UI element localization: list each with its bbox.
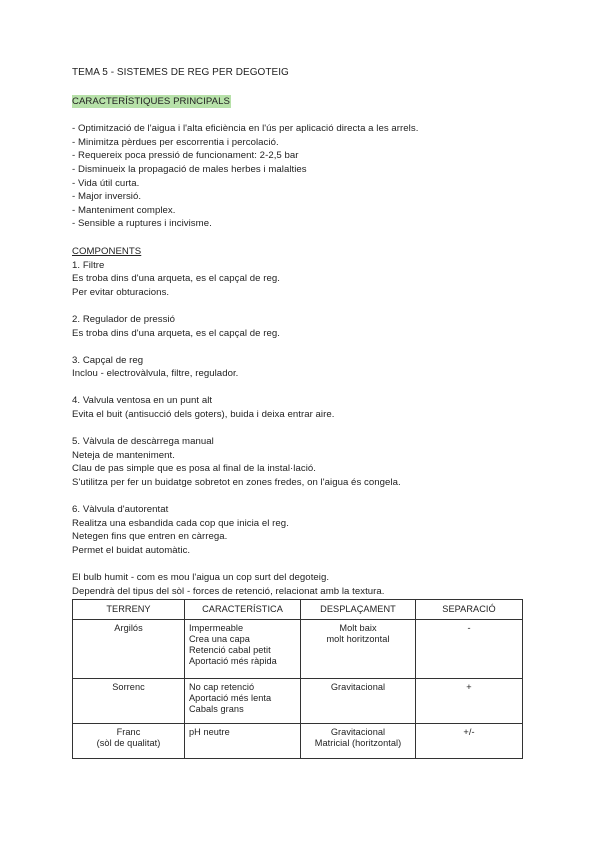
list-item: - Disminueix la propagació de males herbes i malalties [72, 163, 307, 175]
document-page [72, 66, 532, 759]
cell-line: molt horitzontal [326, 634, 390, 645]
cell-separacio: - [416, 620, 523, 679]
bulb-line: El bulb humit - com es mou l'aigua un cop surt del degoteig. [72, 572, 330, 584]
list-item: - Major inversió. [72, 191, 142, 203]
list-item: - Optimització de l'aigua i l'alta eficiència en l'ús per aplicació directa a les arrels. [72, 123, 419, 135]
component-autorentat [72, 503, 532, 557]
cell-line: Crea una capa [189, 634, 250, 645]
component-descarrega [72, 435, 532, 489]
table-header-row [73, 600, 523, 620]
cell-line: Aportació més lenta [189, 693, 272, 704]
cell-line: Cabals grans [189, 704, 244, 715]
cell-separacio: + [416, 679, 523, 724]
component-name: 5. Vàlvula de descàrrega manual [72, 436, 214, 448]
component-name: 4. Valvula ventosa en un punt alt [72, 395, 213, 407]
table-row [73, 679, 523, 724]
cell-line: Gravitacional [330, 727, 386, 738]
characteristics-heading [72, 95, 532, 109]
cell-caracteristica [185, 620, 301, 679]
component-line: Es troba dins d'una arqueta, es el capçal de reg. [72, 273, 281, 285]
component-capcal [72, 354, 532, 381]
cell-line: No cap retenció [189, 682, 255, 693]
cell-line: Argilós [114, 623, 143, 634]
component-filtre [72, 259, 532, 300]
cell-line: Molt baix [339, 623, 377, 634]
cell-desplacament [301, 620, 416, 679]
cell-line: Matricial (horitzontal) [314, 738, 402, 749]
component-line: Per evitar obturacions. [72, 286, 170, 298]
cell-desplacament [301, 679, 416, 724]
list-item: - Minimitza pèrdues per escorrentia i percolació. [72, 136, 279, 148]
component-line: Permet el buidat automàtic. [72, 545, 191, 556]
bulb-paragraph [72, 571, 532, 598]
soil-table [72, 599, 523, 759]
cell-separacio: +/- [416, 724, 523, 759]
component-regulador [72, 313, 532, 340]
component-line: S'utilitza per fer un buidatge sobretot en zones fredes, on l'aigua és congela. [72, 477, 401, 489]
header-terreny: TERRENY [73, 600, 185, 620]
component-name: 6. Vàlvula d'autorentat [72, 504, 169, 516]
cell-terreny [73, 620, 185, 679]
cell-caracteristica [185, 679, 301, 724]
list-item: - Manteniment complex. [72, 204, 176, 216]
header-separacio: SEPARACIÓ [416, 600, 523, 620]
cell-line: (sòl de qualitat) [96, 738, 161, 749]
cell-line: pH neutre [189, 727, 230, 738]
list-item: - Sensible a ruptures i incivisme. [72, 218, 212, 230]
component-name: 3. Capçal de reg [72, 354, 144, 366]
header-caracteristica: CARACTERÍSTICA [185, 600, 301, 620]
component-name: 2. Regulador de pressió [72, 313, 176, 325]
cell-line: Sorrenc [112, 682, 145, 693]
component-line: Evita el buit (antisucció dels goters), buida i deixa entrar aire. [72, 409, 335, 421]
cell-line: Retenció cabal petit [189, 645, 271, 656]
bulb-line: Dependrà del tipus del sòl - forces de retenció, relacionat amb la textura. [72, 585, 385, 597]
component-line: Inclou - electrovàlvula, filtre, regulador. [72, 368, 239, 380]
component-line: Es troba dins d'una arqueta, es el capçal de reg. [72, 327, 281, 339]
cell-line: Impermeable [189, 623, 244, 634]
characteristics-list [72, 122, 532, 231]
table-row [73, 620, 523, 679]
component-line: Neteja de manteniment. [72, 449, 175, 461]
component-ventosa [72, 394, 532, 421]
cell-terreny [73, 724, 185, 759]
header-desplacament: DESPLAÇAMENT [301, 600, 416, 620]
document-title: TEMA 5 - SISTEMES DE REG PER DEGOTEIG [72, 67, 289, 78]
component-line: Netegen fins que entren en càrrega. [72, 531, 228, 543]
characteristics-heading-text: CARACTERÍSTIQUES PRINCIPALS [72, 95, 230, 107]
list-item: - Requereix poca pressió de funcionament: 2-2,5 bar [72, 150, 299, 162]
component-line: Realitza una esbandida cada cop que inicia el reg. [72, 517, 289, 529]
cell-caracteristica [185, 724, 301, 759]
cell-line: Franc [116, 727, 141, 738]
cell-line: Gravitacional [330, 682, 386, 693]
cell-terreny [73, 679, 185, 724]
components-heading: COMPONENTS [72, 245, 142, 257]
table-row [73, 724, 523, 759]
list-item: - Vida útil curta. [72, 177, 140, 189]
cell-line: Aportació més ràpida [189, 656, 277, 667]
component-line: Clau de pas simple que es posa al final de la instal·lació. [72, 463, 316, 475]
component-name: 1. Filtre [72, 259, 105, 271]
cell-desplacament [301, 724, 416, 759]
